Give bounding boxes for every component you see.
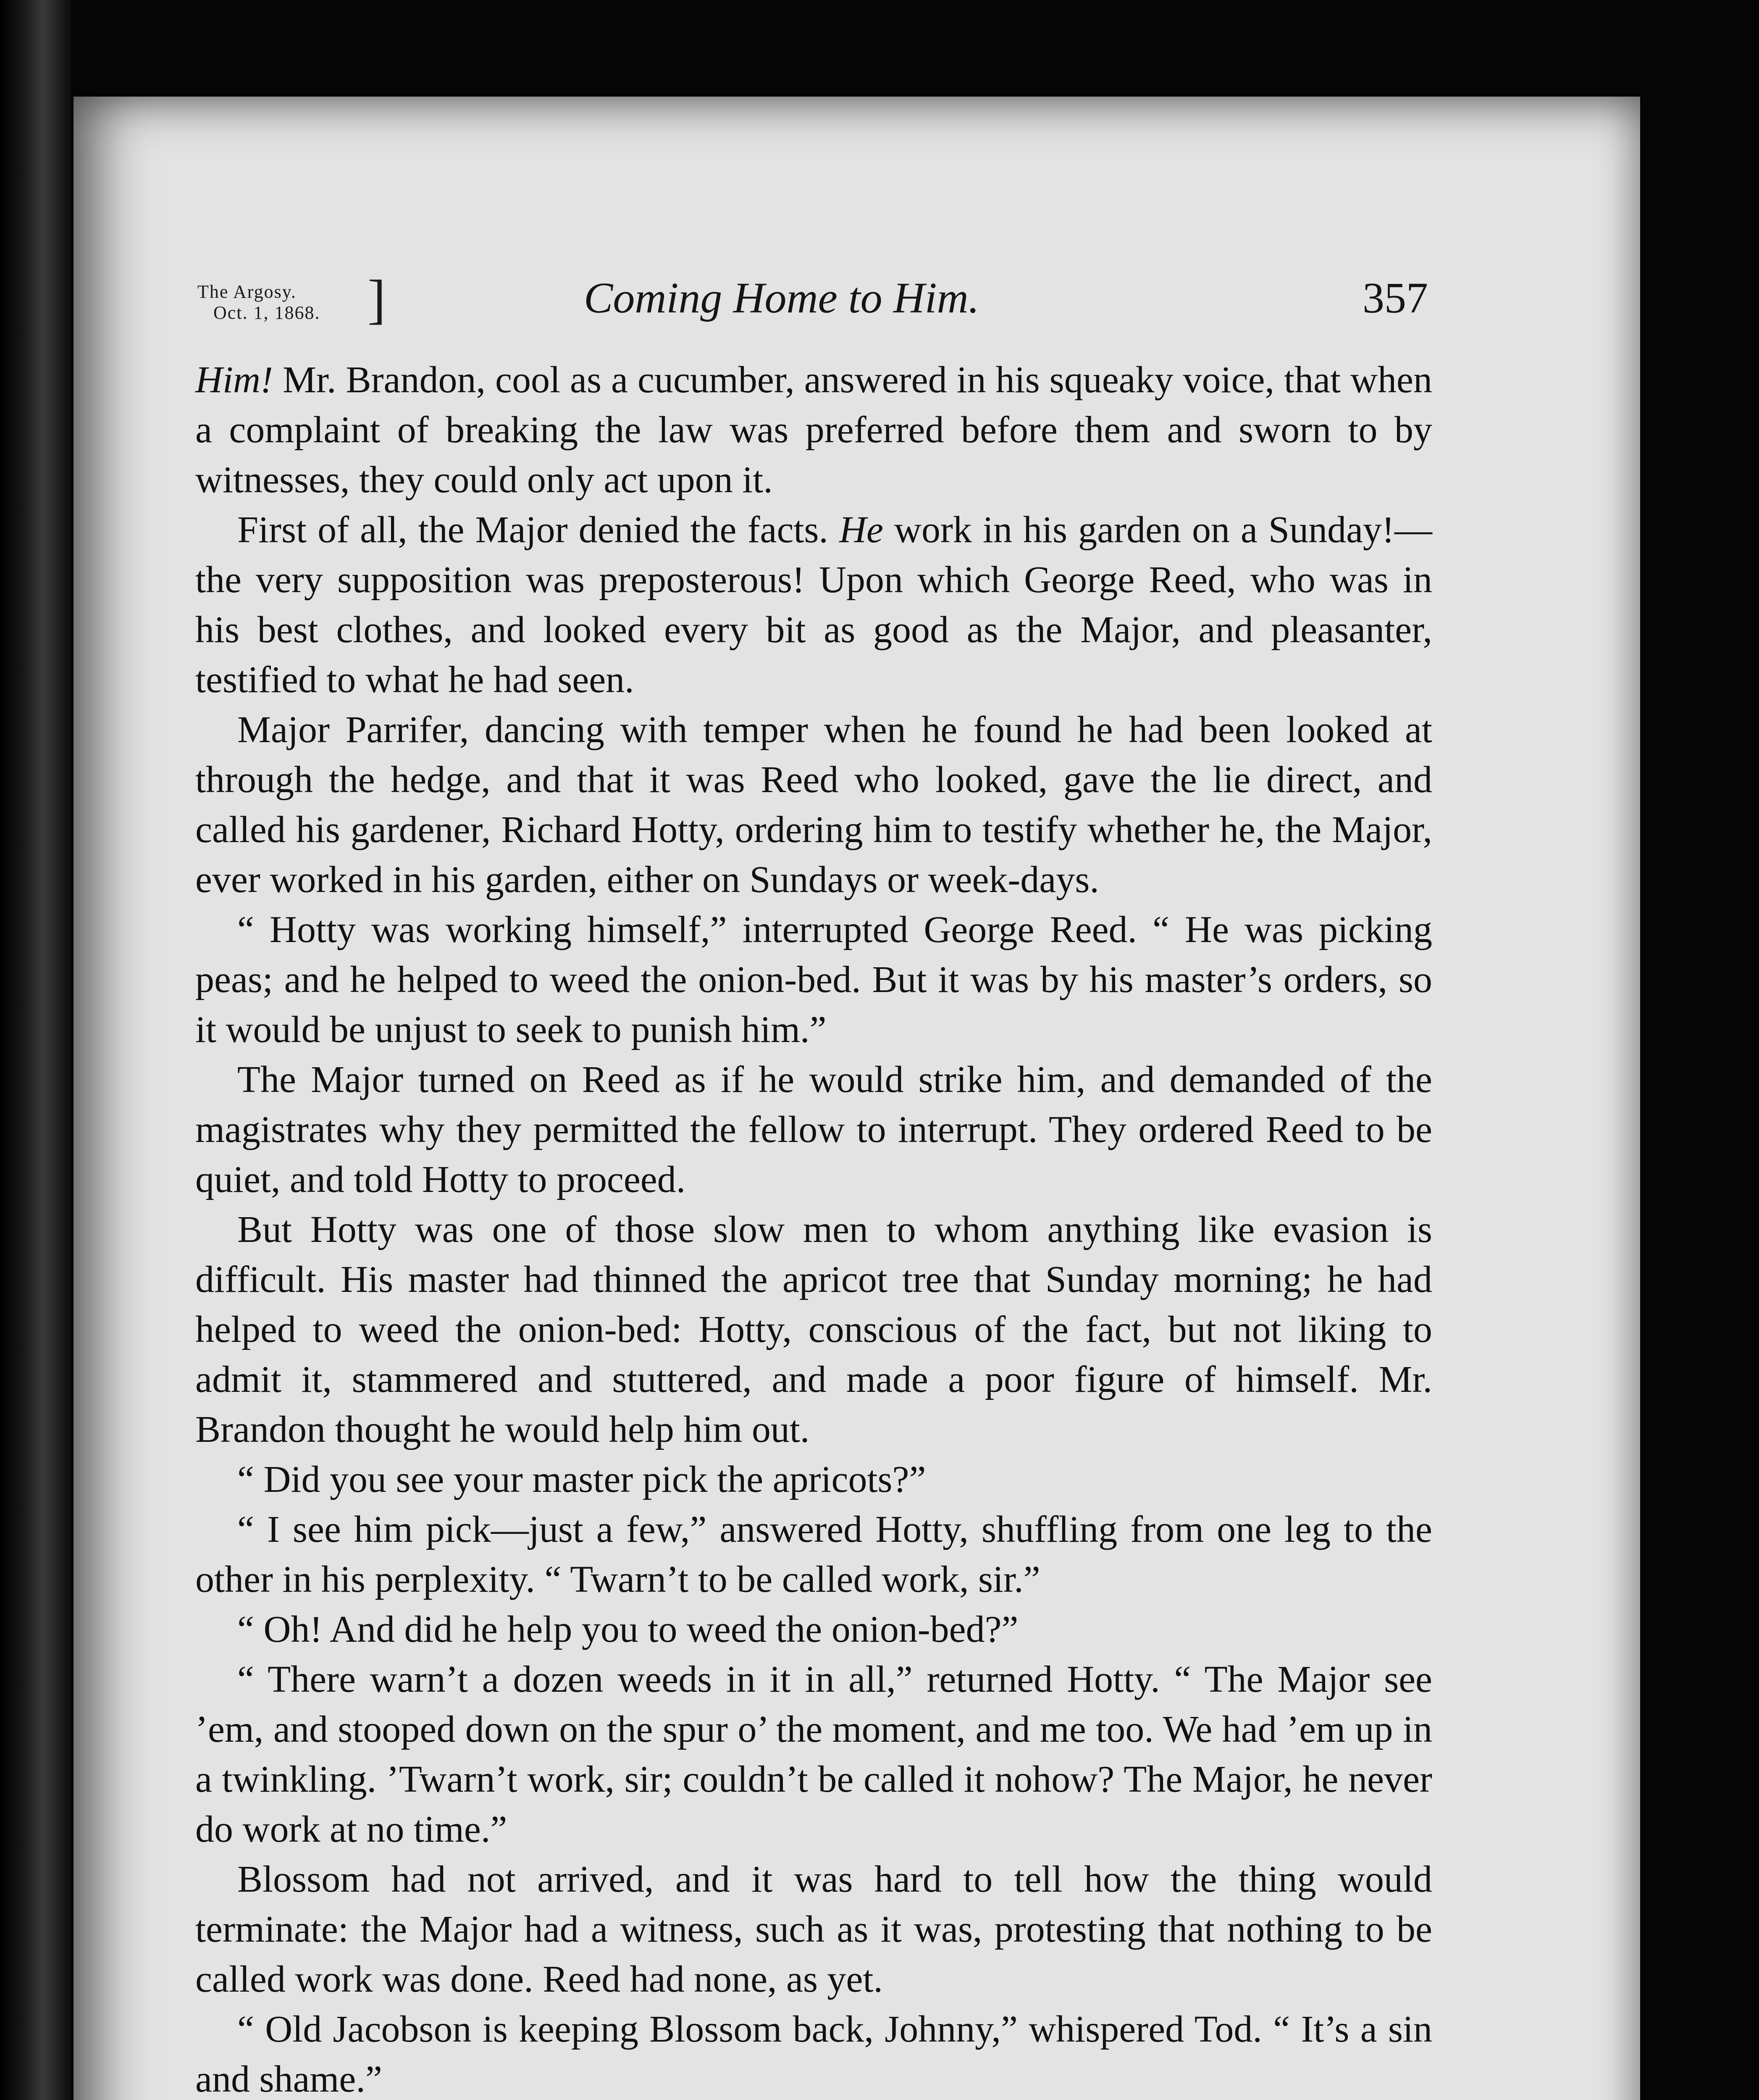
paragraph-8: “ I see him pick—just a few,” answered Hotty, shuffling from one leg to the other in his perplexity. “ Twarn’t to be called work, sir.” (195, 1509, 1432, 1600)
paragraph-3: Major Parrifer, dancing with temper when he found he had been looked at through the hedge, and that it was Reed who looked, gave the lie direct, and called his gardener, Richard Hotty, ordering him to testify whether he, the Major, ever worked in his garden, either on Sundays or week-days. (195, 709, 1432, 900)
body-text (195, 355, 1432, 2100)
paragraph-12: “ Old Jacobson is keeping Blossom back, Johnny,” whispered Tod. “ It’s a sin and shame.” (195, 2008, 1432, 2100)
paragraph-2-pre: First of all, the Major denied the facts. (237, 509, 839, 551)
paragraph-1 (195, 355, 1432, 505)
journal-name: The Argosy. (197, 281, 297, 302)
paragraph-2-post: work in his garden on a Sunday!—the very supposition was preposterous! Upon which George Reed, who was in his best clothes, and looked every bit as good as the Major, and pleasanter, testified to what he had seen. (195, 509, 1433, 701)
paragraph-6: But Hotty was one of those slow men to whom anything like evasion is difficult. His master had thinned the apricot tree that Sunday morning; he had helped to weed the onion-bed: Hotty, conscious of the fact, but not liking to admit it, stammered and stuttered, and made a poor figure of himself. Mr. Brandon thought he would help him out. (195, 1209, 1432, 1450)
running-title: Coming Home to Him. (584, 274, 979, 322)
paragraph-4: “ Hotty was working himself,” interrupted George Reed. “ He was picking peas; and he helped to weed the onion-bed. But it was by his master’s orders, so it would be unjust to seek to punish him.” (195, 909, 1432, 1050)
page-header (197, 269, 1428, 353)
paragraph-9: “ Oh! And did he help you to weed the onion-bed?” (237, 1609, 1019, 1650)
journal-date: Oct. 1, 1868. (213, 302, 320, 323)
paragraph-2 (195, 505, 1432, 705)
citation-bracket: ] (368, 269, 386, 330)
paragraph-11: Blossom had not arrived, and it was hard to tell how the thing would terminate: the Major had a witness, such as it was, protesting that nothing to be called work was done. Reed had none, as yet. (195, 1858, 1432, 2000)
paragraph-1-lead: Him! (195, 359, 273, 401)
paragraph-7: “ Did you see your master pick the apricots?” (237, 1459, 926, 1500)
paragraph-1-text: Mr. Brandon, cool as a cucumber, answered in his squeaky voice, that when a complaint of breaking the law was preferred before them and sworn to by witnesses, they could only act upon it. (195, 359, 1432, 501)
paragraph-2-italic: He (839, 509, 883, 551)
book-spine-shadow (0, 0, 71, 2100)
paragraph-10: “ There warn’t a dozen weeds in it in all,” returned Hotty. “ The Major see ’em, and stooped down on the spur o’ the moment, and me too. We had ’em up in a twinkling. ’Twarn’t work, sir; couldn’t be called it nohow? The Major, he never do work at no time.” (195, 1659, 1432, 1850)
page-number: 357 (1363, 274, 1428, 322)
paragraph-5: The Major turned on Reed as if he would strike him, and demanded of the magistrates why they permitted the fellow to interrupt. They ordered Reed to be quiet, and told Hotty to proceed. (195, 1059, 1432, 1200)
journal-citation (197, 281, 320, 323)
